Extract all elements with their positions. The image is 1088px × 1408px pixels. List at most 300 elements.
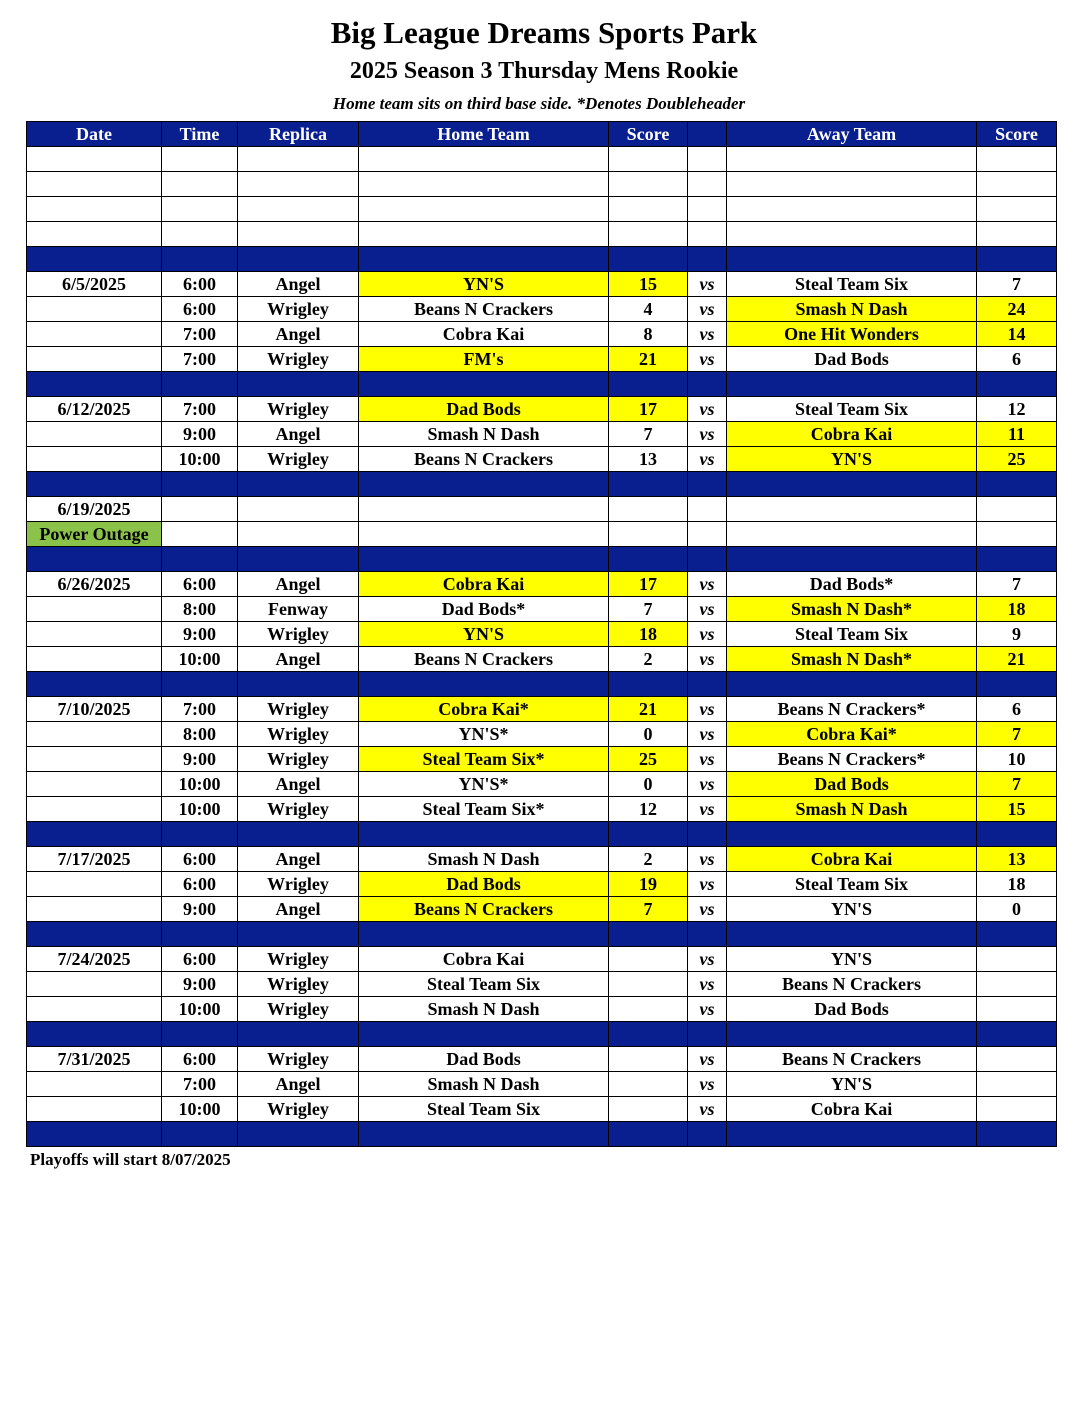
replica-cell: Wrigley [238, 872, 359, 897]
date-cell [27, 897, 162, 922]
away-team-cell: YN'S [727, 897, 977, 922]
away-score-cell [977, 1047, 1057, 1072]
vs-cell: vs [688, 972, 727, 997]
game-row [27, 747, 1057, 772]
separator-cell [977, 547, 1057, 572]
separator-cell [727, 247, 977, 272]
separator-cell [609, 247, 688, 272]
home-score-cell: 2 [609, 847, 688, 872]
home-score-cell [609, 947, 688, 972]
separator-cell [688, 672, 727, 697]
replica-cell [238, 497, 359, 522]
separator-cell [688, 547, 727, 572]
away-team-cell: Steal Team Six [727, 272, 977, 297]
vs-cell: vs [688, 872, 727, 897]
separator-row [27, 672, 1057, 697]
vs-cell: vs [688, 597, 727, 622]
game-row [27, 597, 1057, 622]
away-score-cell [977, 997, 1057, 1022]
replica-cell: Wrigley [238, 797, 359, 822]
blank-cell [688, 147, 727, 172]
away-score-cell: 6 [977, 347, 1057, 372]
vs-cell: vs [688, 847, 727, 872]
away-team-cell: Smash N Dash* [727, 647, 977, 672]
home-team-cell: Cobra Kai [359, 322, 609, 347]
game-row [27, 422, 1057, 447]
separator-cell [609, 1122, 688, 1147]
time-cell: 10:00 [162, 647, 238, 672]
time-cell: 6:00 [162, 1047, 238, 1072]
blank-cell [162, 222, 238, 247]
home-score-cell: 15 [609, 272, 688, 297]
separator-cell [727, 372, 977, 397]
separator-cell [238, 922, 359, 947]
blank-cell [238, 197, 359, 222]
col-header-away-team: Away Team [727, 122, 977, 147]
schedule-body [27, 147, 1057, 1147]
replica-cell: Wrigley [238, 1097, 359, 1122]
col-header-home-score: Score [609, 122, 688, 147]
separator-cell [727, 547, 977, 572]
date-cell [27, 722, 162, 747]
home-team-cell [359, 497, 609, 522]
away-team-cell: One Hit Wonders [727, 322, 977, 347]
vs-cell: vs [688, 1097, 727, 1122]
home-team-cell: Beans N Crackers [359, 297, 609, 322]
home-team-cell: Dad Bods* [359, 597, 609, 622]
game-row [27, 1072, 1057, 1097]
header-row [27, 122, 1057, 147]
separator-cell [688, 922, 727, 947]
separator-cell [238, 472, 359, 497]
vs-cell: vs [688, 997, 727, 1022]
vs-cell [688, 522, 727, 547]
away-team-cell: Dad Bods* [727, 572, 977, 597]
replica-cell: Wrigley [238, 297, 359, 322]
home-team-cell: YN'S* [359, 722, 609, 747]
date-cell [27, 622, 162, 647]
replica-cell: Angel [238, 772, 359, 797]
date-cell [27, 797, 162, 822]
game-row [27, 797, 1057, 822]
time-cell: 6:00 [162, 947, 238, 972]
away-score-cell: 12 [977, 397, 1057, 422]
separator-cell [727, 472, 977, 497]
blank-cell [727, 197, 977, 222]
away-score-cell: 18 [977, 872, 1057, 897]
game-row [27, 1047, 1057, 1072]
game-row [27, 272, 1057, 297]
time-cell: 10:00 [162, 447, 238, 472]
game-row [27, 1097, 1057, 1122]
away-score-cell: 25 [977, 447, 1057, 472]
separator-cell [27, 922, 162, 947]
home-score-cell: 7 [609, 597, 688, 622]
date-cell: 7/10/2025 [27, 697, 162, 722]
away-team-cell: Steal Team Six [727, 397, 977, 422]
away-score-cell: 7 [977, 772, 1057, 797]
game-row [27, 847, 1057, 872]
replica-cell: Wrigley [238, 347, 359, 372]
separator-cell [27, 672, 162, 697]
replica-cell: Wrigley [238, 997, 359, 1022]
home-team-cell: Dad Bods [359, 872, 609, 897]
home-team-cell: Cobra Kai [359, 572, 609, 597]
away-team-cell: Cobra Kai [727, 1097, 977, 1122]
date-cell [27, 872, 162, 897]
date-cell [27, 447, 162, 472]
page-title: Big League Dreams Sports Park [330, 15, 758, 50]
home-team-cell: YN'S [359, 272, 609, 297]
date-cell: 7/31/2025 [27, 1047, 162, 1072]
separator-cell [162, 1022, 238, 1047]
home-score-cell: 21 [609, 347, 688, 372]
away-score-cell: 10 [977, 747, 1057, 772]
replica-cell: Angel [238, 647, 359, 672]
blank-row [27, 222, 1057, 247]
time-cell: 9:00 [162, 622, 238, 647]
home-team-cell: Smash N Dash [359, 422, 609, 447]
separator-cell [359, 472, 609, 497]
time-cell [162, 522, 238, 547]
home-team-cell: Beans N Crackers [359, 647, 609, 672]
away-team-cell: YN'S [727, 447, 977, 472]
date-cell: 6/5/2025 [27, 272, 162, 297]
separator-row [27, 1022, 1057, 1047]
away-score-cell [977, 522, 1057, 547]
home-score-cell: 17 [609, 572, 688, 597]
time-cell: 7:00 [162, 347, 238, 372]
col-header-home-team: Home Team [359, 122, 609, 147]
time-cell: 10:00 [162, 797, 238, 822]
home-score-cell: 18 [609, 622, 688, 647]
vs-cell: vs [688, 772, 727, 797]
game-row [27, 722, 1057, 747]
away-score-cell [977, 1097, 1057, 1122]
home-score-cell [609, 522, 688, 547]
time-cell: 10:00 [162, 772, 238, 797]
time-cell: 9:00 [162, 972, 238, 997]
home-team-cell: Smash N Dash [359, 997, 609, 1022]
blank-row [27, 147, 1057, 172]
away-team-cell [727, 522, 977, 547]
separator-cell [727, 1122, 977, 1147]
vs-cell: vs [688, 322, 727, 347]
doubleheader-note: Home team sits on third base side. *Denotes Doubleheader [332, 94, 746, 113]
away-score-cell: 6 [977, 697, 1057, 722]
blank-cell [609, 172, 688, 197]
date-cell [27, 997, 162, 1022]
col-header-replica: Replica [238, 122, 359, 147]
separator-cell [238, 822, 359, 847]
separator-cell [238, 672, 359, 697]
date-cell [27, 322, 162, 347]
replica-cell: Wrigley [238, 397, 359, 422]
separator-cell [359, 672, 609, 697]
replica-cell: Angel [238, 572, 359, 597]
home-team-cell: Steal Team Six [359, 1097, 609, 1122]
home-score-cell [609, 1097, 688, 1122]
away-team-cell: YN'S [727, 947, 977, 972]
date-cell [27, 772, 162, 797]
separator-cell [609, 372, 688, 397]
home-team-cell [359, 522, 609, 547]
away-score-cell: 15 [977, 797, 1057, 822]
vs-cell: vs [688, 297, 727, 322]
separator-cell [27, 1022, 162, 1047]
col-header-away-score: Score [977, 122, 1057, 147]
vs-cell: vs [688, 1047, 727, 1072]
separator-cell [162, 472, 238, 497]
home-team-cell: Cobra Kai [359, 947, 609, 972]
time-cell [162, 497, 238, 522]
game-row [27, 347, 1057, 372]
vs-cell: vs [688, 647, 727, 672]
date-cell [27, 972, 162, 997]
blank-cell [688, 222, 727, 247]
blank-cell [727, 172, 977, 197]
vs-cell: vs [688, 447, 727, 472]
home-score-cell: 21 [609, 697, 688, 722]
separator-cell [977, 922, 1057, 947]
replica-cell: Wrigley [238, 447, 359, 472]
replica-cell: Wrigley [238, 697, 359, 722]
separator-cell [359, 1122, 609, 1147]
separator-cell [27, 372, 162, 397]
game-row [27, 397, 1057, 422]
home-team-cell: YN'S [359, 622, 609, 647]
home-team-cell: Cobra Kai* [359, 697, 609, 722]
date-cell: 6/12/2025 [27, 397, 162, 422]
date-cell [27, 647, 162, 672]
blank-cell [238, 222, 359, 247]
away-team-cell: Smash N Dash [727, 297, 977, 322]
date-cell: 6/26/2025 [27, 572, 162, 597]
game-row [27, 872, 1057, 897]
time-cell: 7:00 [162, 397, 238, 422]
separator-row [27, 1122, 1057, 1147]
blank-cell [27, 147, 162, 172]
game-row [27, 972, 1057, 997]
away-score-cell: 7 [977, 722, 1057, 747]
away-team-cell: Smash N Dash [727, 797, 977, 822]
away-team-cell: Cobra Kai [727, 847, 977, 872]
home-team-cell: Dad Bods [359, 397, 609, 422]
replica-cell: Angel [238, 897, 359, 922]
vs-cell: vs [688, 272, 727, 297]
replica-cell: Angel [238, 847, 359, 872]
separator-cell [688, 247, 727, 272]
away-team-cell: Cobra Kai* [727, 722, 977, 747]
separator-cell [609, 672, 688, 697]
game-row [27, 772, 1057, 797]
replica-cell: Wrigley [238, 747, 359, 772]
home-team-cell: Steal Team Six* [359, 747, 609, 772]
separator-cell [359, 372, 609, 397]
home-score-cell: 25 [609, 747, 688, 772]
date-cell: 7/17/2025 [27, 847, 162, 872]
separator-cell [238, 1022, 359, 1047]
blank-cell [727, 147, 977, 172]
separator-cell [977, 372, 1057, 397]
home-score-cell: 2 [609, 647, 688, 672]
blank-cell [162, 147, 238, 172]
blank-cell [162, 172, 238, 197]
away-score-cell: 11 [977, 422, 1057, 447]
game-row [27, 622, 1057, 647]
separator-cell [162, 1122, 238, 1147]
blank-cell [977, 172, 1057, 197]
game-row [27, 447, 1057, 472]
replica-cell: Angel [238, 322, 359, 347]
vs-cell: vs [688, 722, 727, 747]
separator-cell [162, 547, 238, 572]
away-score-cell: 0 [977, 897, 1057, 922]
separator-cell [977, 1122, 1057, 1147]
blank-cell [609, 197, 688, 222]
game-row [27, 322, 1057, 347]
separator-cell [162, 822, 238, 847]
home-score-cell: 4 [609, 297, 688, 322]
replica-cell: Angel [238, 272, 359, 297]
home-score-cell: 12 [609, 797, 688, 822]
separator-cell [977, 1022, 1057, 1047]
game-row [27, 647, 1057, 672]
separator-cell [688, 1022, 727, 1047]
away-team-cell: Beans N Crackers* [727, 697, 977, 722]
separator-cell [688, 472, 727, 497]
away-score-cell [977, 1072, 1057, 1097]
col-header-time: Time [162, 122, 238, 147]
home-score-cell: 19 [609, 872, 688, 897]
away-score-cell: 21 [977, 647, 1057, 672]
home-score-cell [609, 972, 688, 997]
game-row [27, 947, 1057, 972]
date-cell [27, 597, 162, 622]
blank-cell [27, 197, 162, 222]
time-cell: 6:00 [162, 847, 238, 872]
time-cell: 6:00 [162, 572, 238, 597]
vs-cell: vs [688, 697, 727, 722]
replica-cell: Wrigley [238, 972, 359, 997]
separator-cell [27, 547, 162, 572]
home-team-cell: Beans N Crackers [359, 897, 609, 922]
game-row [27, 997, 1057, 1022]
home-score-cell: 7 [609, 422, 688, 447]
separator-row [27, 822, 1057, 847]
time-cell: 9:00 [162, 747, 238, 772]
separator-cell [977, 672, 1057, 697]
separator-cell [359, 247, 609, 272]
home-score-cell [609, 997, 688, 1022]
game-row [27, 497, 1057, 522]
blank-cell [609, 147, 688, 172]
date-cell [27, 1072, 162, 1097]
time-cell: 9:00 [162, 422, 238, 447]
vs-cell: vs [688, 422, 727, 447]
home-team-cell: Dad Bods [359, 1047, 609, 1072]
home-score-cell: 17 [609, 397, 688, 422]
vs-cell: vs [688, 347, 727, 372]
vs-cell [688, 497, 727, 522]
vs-cell: vs [688, 622, 727, 647]
col-header-date: Date [27, 122, 162, 147]
separator-cell [238, 247, 359, 272]
away-score-cell: 7 [977, 572, 1057, 597]
replica-cell: Fenway [238, 597, 359, 622]
home-team-cell: Steal Team Six* [359, 797, 609, 822]
blank-row [27, 197, 1057, 222]
home-score-cell: 13 [609, 447, 688, 472]
replica-cell: Wrigley [238, 622, 359, 647]
separator-cell [727, 922, 977, 947]
blank-cell [977, 147, 1057, 172]
separator-cell [238, 547, 359, 572]
separator-cell [27, 1122, 162, 1147]
home-team-cell: Smash N Dash [359, 1072, 609, 1097]
vs-cell: vs [688, 397, 727, 422]
home-score-cell: 7 [609, 897, 688, 922]
away-score-cell [977, 497, 1057, 522]
time-cell: 6:00 [162, 272, 238, 297]
separator-cell [688, 822, 727, 847]
time-cell: 7:00 [162, 697, 238, 722]
away-score-cell: 24 [977, 297, 1057, 322]
blank-cell [359, 147, 609, 172]
home-score-cell: 8 [609, 322, 688, 347]
blank-cell [27, 222, 162, 247]
blank-row [27, 172, 1057, 197]
date-cell [27, 747, 162, 772]
separator-cell [688, 1122, 727, 1147]
blank-cell [359, 172, 609, 197]
separator-row [27, 922, 1057, 947]
time-cell: 6:00 [162, 872, 238, 897]
blank-cell [977, 197, 1057, 222]
separator-cell [688, 372, 727, 397]
separator-cell [727, 1022, 977, 1047]
date-cell [27, 297, 162, 322]
separator-cell [27, 472, 162, 497]
away-team-cell: Beans N Crackers* [727, 747, 977, 772]
separator-cell [162, 372, 238, 397]
blank-cell [359, 222, 609, 247]
blank-cell [238, 147, 359, 172]
separator-cell [359, 1022, 609, 1047]
vs-cell: vs [688, 797, 727, 822]
home-team-cell: Smash N Dash [359, 847, 609, 872]
separator-cell [162, 922, 238, 947]
vs-cell: vs [688, 897, 727, 922]
separator-cell [977, 247, 1057, 272]
blank-cell [977, 222, 1057, 247]
away-score-cell [977, 972, 1057, 997]
separator-cell [359, 922, 609, 947]
blank-cell [238, 172, 359, 197]
separator-cell [609, 1022, 688, 1047]
away-team-cell: Steal Team Six [727, 622, 977, 647]
home-score-cell: 0 [609, 722, 688, 747]
away-team-cell: YN'S [727, 1072, 977, 1097]
away-score-cell: 18 [977, 597, 1057, 622]
away-team-cell: Dad Bods [727, 997, 977, 1022]
separator-cell [162, 247, 238, 272]
separator-cell [609, 472, 688, 497]
date-cell [27, 347, 162, 372]
time-cell: 8:00 [162, 722, 238, 747]
replica-cell: Wrigley [238, 947, 359, 972]
separator-cell [162, 672, 238, 697]
